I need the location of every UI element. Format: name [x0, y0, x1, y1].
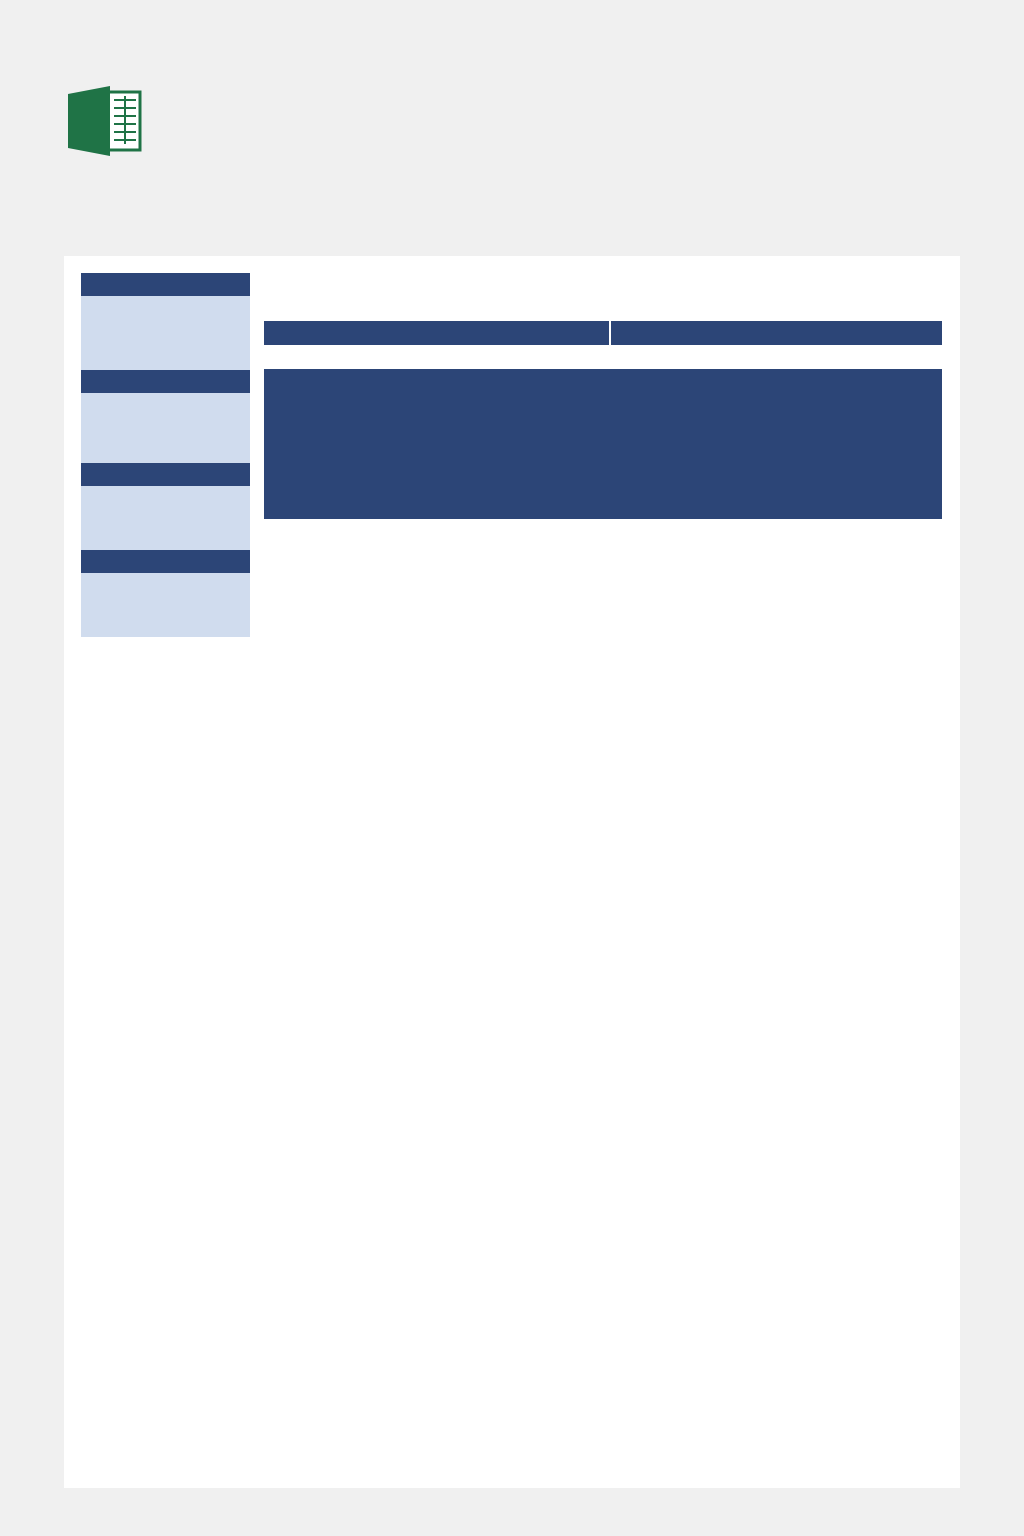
expense-header — [611, 321, 942, 345]
notes-box — [264, 369, 942, 519]
current-amount-value — [81, 573, 250, 637]
current-amount-label — [81, 550, 250, 573]
month-label — [81, 370, 250, 393]
summary-panel — [81, 273, 250, 637]
income-header — [264, 321, 611, 345]
year-label — [81, 273, 250, 296]
group-header-row — [264, 321, 942, 345]
column-header-row — [264, 345, 942, 369]
prev-balance-label — [81, 463, 250, 486]
month-value[interactable] — [81, 393, 250, 463]
spreadsheet-page — [64, 256, 960, 1488]
prev-balance-value[interactable] — [81, 486, 250, 550]
ledger-table — [264, 321, 942, 519]
year-value[interactable] — [81, 296, 250, 370]
excel-icon — [68, 86, 142, 156]
